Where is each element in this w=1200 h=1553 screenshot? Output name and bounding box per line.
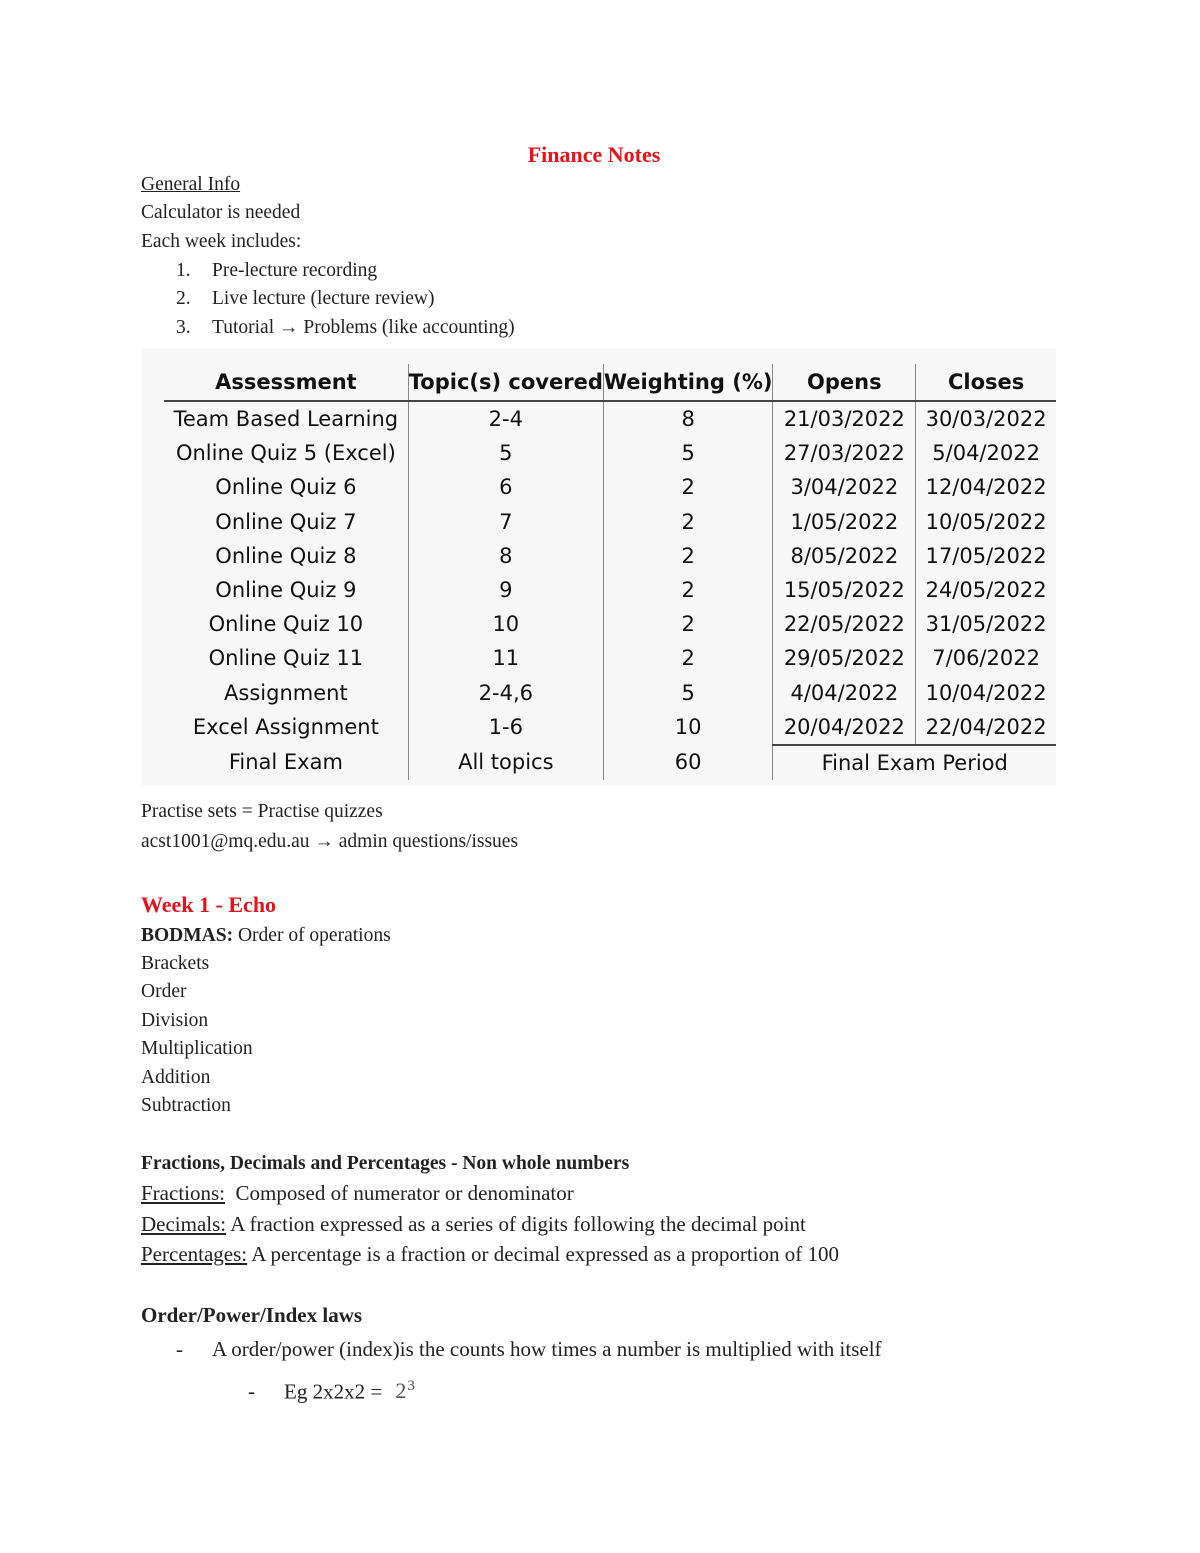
table-row bbox=[164, 539, 1056, 573]
table-cell: Online Quiz 5 (Excel) bbox=[175, 441, 396, 466]
order-heading: Order/Power/Index laws bbox=[141, 1303, 363, 1327]
table-header-row bbox=[164, 364, 1056, 401]
table-cell: 11 bbox=[408, 641, 603, 675]
fractions-line bbox=[141, 1179, 574, 1207]
table-cell: Online Quiz 11 bbox=[208, 646, 364, 671]
list-number: 2. bbox=[176, 288, 191, 309]
bullet-text: Eg 2x2x2 = bbox=[284, 1379, 383, 1404]
table-cell: 60 bbox=[603, 745, 773, 780]
table-cell: 22/05/2022 bbox=[773, 607, 916, 641]
table-cell: 10 bbox=[603, 710, 773, 745]
table-cell: 2 bbox=[603, 641, 773, 675]
table-row bbox=[164, 607, 1056, 641]
table-cell: 5 bbox=[603, 436, 773, 470]
practise-note: Practise sets = Practise quizzes bbox=[141, 801, 383, 822]
power-expression bbox=[395, 1378, 415, 1403]
bullet-text: A order/power (index)is the counts how times a number is multiplied with itself bbox=[212, 1337, 882, 1361]
calculator-note: Calculator is needed bbox=[141, 202, 301, 223]
table-row bbox=[164, 470, 1056, 504]
list-text: Live lecture (lecture review) bbox=[212, 288, 435, 309]
table-cell: 22/04/2022 bbox=[916, 710, 1056, 745]
column-header: Weighting (%) bbox=[603, 364, 773, 401]
table-cell: Online Quiz 8 bbox=[215, 543, 357, 568]
table-cell: 4/04/2022 bbox=[773, 676, 916, 710]
percentages-text: A percentage is a fraction or decimal expressed as a proportion of 100 bbox=[247, 1242, 840, 1266]
column-header: Assessment bbox=[164, 364, 408, 401]
table-cell: 15/05/2022 bbox=[773, 573, 916, 607]
page-title: Finance Notes bbox=[527, 142, 661, 167]
table-cell: 31/05/2022 bbox=[916, 607, 1056, 641]
column-header: Topic(s) covered bbox=[408, 364, 603, 401]
bodmas-item: Order bbox=[141, 981, 187, 1002]
list-text: Tutorial → Problems (like accounting) bbox=[212, 317, 515, 338]
table-cell: Team Based Learning bbox=[173, 407, 399, 432]
bodmas-text: Order of operations bbox=[233, 925, 391, 946]
table-row bbox=[164, 401, 1056, 436]
general-info-heading: General Info bbox=[141, 174, 241, 195]
bullet-dash: - bbox=[248, 1379, 255, 1404]
table-cell: 1/05/2022 bbox=[773, 505, 916, 539]
bodmas-item: Division bbox=[141, 1010, 209, 1031]
table-cell: Final Exam bbox=[228, 750, 343, 775]
bodmas-item: Addition bbox=[141, 1067, 211, 1088]
list-text: Pre-lecture recording bbox=[212, 260, 378, 281]
table-cell: 2-4 bbox=[408, 401, 603, 436]
table-cell: 9 bbox=[408, 573, 603, 607]
table-cell: 5 bbox=[603, 676, 773, 710]
table-cell: 6 bbox=[408, 470, 603, 504]
table-row bbox=[164, 505, 1056, 539]
week1-title: Week 1 - Echo bbox=[141, 892, 277, 917]
table-cell: 2-4,6 bbox=[408, 676, 603, 710]
table-cell: 3/04/2022 bbox=[773, 470, 916, 504]
table-cell: 10 bbox=[408, 607, 603, 641]
final-exam-period-cell: Final Exam Period bbox=[773, 745, 1056, 780]
decimals-line bbox=[141, 1210, 806, 1238]
table-cell: 20/04/2022 bbox=[773, 710, 916, 745]
bodmas-item: Subtraction bbox=[141, 1095, 231, 1116]
table-row-final bbox=[164, 745, 1056, 780]
decimals-text: A fraction expressed as a series of digits following the decimal point bbox=[226, 1212, 806, 1236]
assessment-table bbox=[164, 364, 1056, 780]
assessment-table-image bbox=[142, 348, 1056, 786]
email-note: → admin questions/issues bbox=[314, 831, 519, 852]
table-cell: 2 bbox=[603, 573, 773, 607]
table-cell: 29/05/2022 bbox=[773, 641, 916, 675]
list-item bbox=[176, 285, 435, 313]
table-cell: Online Quiz 9 bbox=[215, 578, 357, 603]
power-base: 2 bbox=[395, 1378, 407, 1404]
fractions-label: Fractions: bbox=[141, 1181, 225, 1205]
power-exponent: 3 bbox=[407, 1378, 415, 1394]
table-cell: 24/05/2022 bbox=[916, 573, 1056, 607]
table-cell: 30/03/2022 bbox=[916, 401, 1056, 436]
bodmas-label: BODMAS: bbox=[141, 925, 234, 946]
list-number: 1. bbox=[176, 260, 191, 281]
fractions-text: Composed of numerator or denominator bbox=[225, 1181, 574, 1205]
list-item bbox=[176, 314, 515, 342]
table-row bbox=[164, 436, 1056, 470]
percentages-line bbox=[141, 1240, 839, 1268]
decimals-label: Decimals: bbox=[141, 1212, 227, 1236]
table-cell: 12/04/2022 bbox=[916, 470, 1056, 504]
bullet-dash: - bbox=[176, 1337, 183, 1361]
column-header: Opens bbox=[773, 364, 916, 401]
table-cell: 5/04/2022 bbox=[916, 436, 1056, 470]
bullet-item bbox=[248, 1372, 415, 1405]
table-cell: 10/05/2022 bbox=[916, 505, 1056, 539]
table-cell: 8/05/2022 bbox=[773, 539, 916, 573]
bodmas-item: Multiplication bbox=[141, 1038, 253, 1059]
table-row bbox=[164, 641, 1056, 675]
list-number: 3. bbox=[176, 317, 191, 338]
table-cell: 2 bbox=[603, 505, 773, 539]
table-row bbox=[164, 573, 1056, 607]
email-line bbox=[141, 828, 518, 856]
email-address: acst1001@mq.edu.au bbox=[141, 831, 310, 852]
table-cell: 27/03/2022 bbox=[773, 436, 916, 470]
table-cell: 2 bbox=[603, 470, 773, 504]
each-week-label: Each week includes: bbox=[141, 231, 302, 252]
table-cell: 7 bbox=[408, 505, 603, 539]
table-cell: 7/06/2022 bbox=[916, 641, 1056, 675]
table-cell: 2 bbox=[603, 539, 773, 573]
table-cell: 2 bbox=[603, 607, 773, 641]
table-cell: 8 bbox=[603, 401, 773, 436]
column-header: Closes bbox=[916, 364, 1056, 401]
table-cell: Online Quiz 7 bbox=[215, 509, 357, 534]
bodmas-item: Brackets bbox=[141, 953, 210, 974]
table-cell: Online Quiz 10 bbox=[208, 612, 364, 637]
table-cell: Assignment bbox=[224, 680, 348, 705]
table-cell: 5 bbox=[408, 436, 603, 470]
bullet-item bbox=[176, 1335, 882, 1363]
list-item bbox=[176, 257, 377, 285]
table-cell: 8 bbox=[408, 539, 603, 573]
table-row bbox=[164, 710, 1056, 745]
table-cell: Online Quiz 6 bbox=[215, 475, 357, 500]
table-cell: All topics bbox=[408, 745, 603, 780]
fractions-heading: Fractions, Decimals and Percentages - Non whole numbers bbox=[141, 1153, 630, 1174]
table-cell: 10/04/2022 bbox=[916, 676, 1056, 710]
table-cell: 1-6 bbox=[408, 710, 603, 745]
table-cell: Excel Assignment bbox=[192, 715, 379, 740]
table-cell: 21/03/2022 bbox=[773, 401, 916, 436]
table-row bbox=[164, 676, 1056, 710]
bodmas-line bbox=[141, 922, 391, 950]
percentages-label: Percentages: bbox=[141, 1242, 248, 1266]
table-cell: 17/05/2022 bbox=[916, 539, 1056, 573]
